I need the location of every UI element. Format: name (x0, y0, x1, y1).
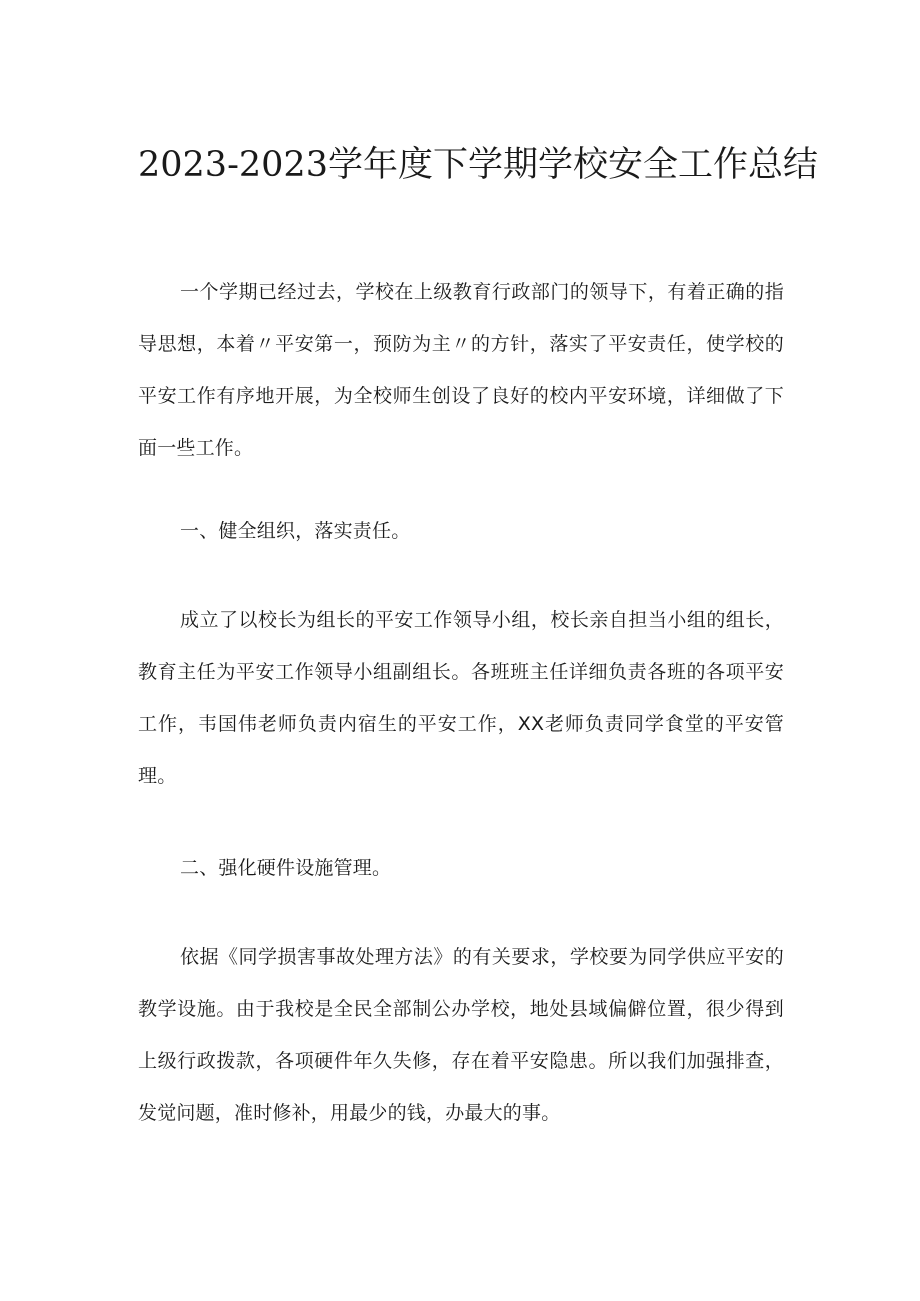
document-title: 2023-2023学年度下学期学校安全工作总结 (138, 145, 818, 185)
section-2-heading: 二、强化硬件设施管理。 (180, 857, 392, 879)
section-1-heading: 一、健全组织，落实责任。 (180, 520, 411, 542)
intro-paragraph: 一个学期已经过去，学校在上级教育行政部门的领导下，有着正确的指导思想，本着〃平安第一，预防为主〃的方针，落实了平安责任，使学校的平安工作有序地开展，为全校师生创设了良好的校内平安环境，详细做了下面一些工作。 (138, 281, 784, 459)
section-2-paragraph: 依据《同学损害事故处理方法》的有关要求，学校要为同学供应平安的教学设施。由于我校是全民全部制公办学校，地处县域偏僻位置，很少得到上级行政拨款，各项硬件年久失修，存在着平安隐患。所以我们加强排查，发觉问题，准时修补，用最少的钱，办最大的事。 (138, 946, 784, 1124)
section-1-paragraph: 成立了以校长为组长的平安工作领导小组，校长亲自担当小组的组长，教育主任为平安工作领导小组副组长。各班班主任详细负责各班的各项平安工作，韦国伟老师负责内宿生的平安工作，XX老师负责同学食堂的平安管理。 (138, 609, 784, 787)
